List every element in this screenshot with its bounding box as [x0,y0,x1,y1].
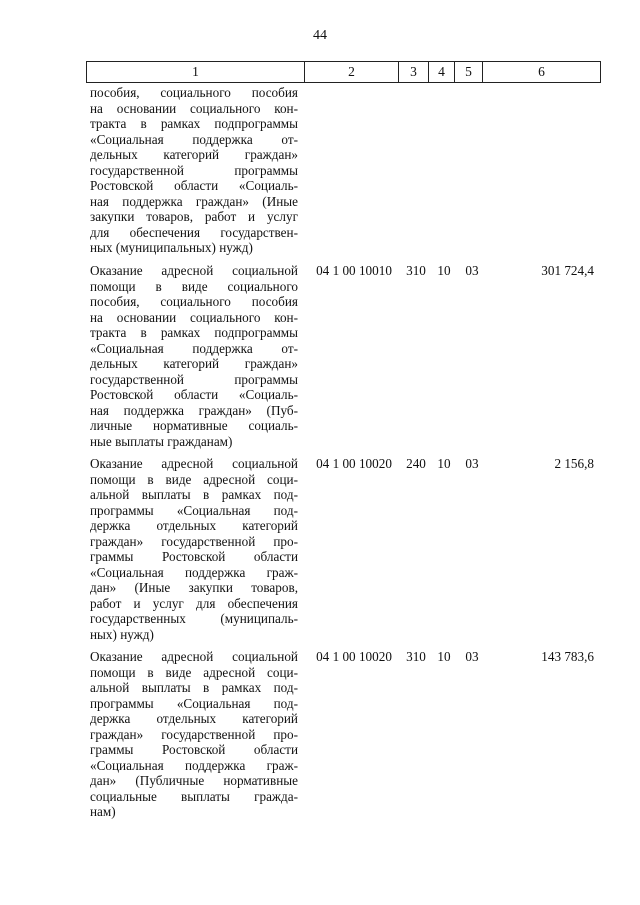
description-line: Ростовской области «Социаль- [90,178,298,193]
description-line: закупки товаров, работ и услуг [90,209,298,224]
cell-subsection: 03 [465,649,479,664]
description-line: на основании социального кон- [90,100,298,116]
column-header-row [86,61,601,83]
column-header-1: 1 [87,62,305,83]
cell-subsection: 03 [465,263,479,278]
cell-subsection: 03 [465,456,479,471]
description-line: граммы Ростовской области [90,549,298,564]
column-header-2: 2 [305,62,399,83]
cell-amount: 301 724,4 [541,263,594,278]
cell-amount: 143 783,6 [541,649,594,664]
description-line: помощи в виде социального [90,278,298,294]
description-line: социальные выплаты гражда- [90,788,298,804]
description-line: тракта в рамках подпрограммы [90,116,298,131]
description-line: граммы Ростовской области [90,742,298,757]
description-line: государственной программы [90,162,298,178]
description-line: работ и услуг для обеспечения [90,595,298,611]
description-line: государственной программы [90,371,298,387]
description-line: граждан» государственной про- [90,533,298,549]
description-line: дельных категорий граждан» [90,147,298,162]
description-line: альной выплаты в рамках под- [90,680,298,695]
description-line: тракта в рамках подпрограммы [90,325,298,340]
description-line: ных) нужд) [90,626,154,642]
row-description [90,649,298,820]
description-line: ная поддержка граждан» (Пуб- [90,402,298,418]
description-line: держка отдельных категорий [90,518,298,533]
description-line: дан» (Иные закупки товаров, [90,580,298,595]
description-line: государственных (муниципаль- [90,611,298,626]
description-line: личные нормативные социаль- [90,418,298,433]
description-line: граждан» государственной про- [90,726,298,742]
description-line: помощи в виде адресной соци- [90,664,298,680]
cell-expense-type: 240 [406,456,426,471]
description-line: программы «Социальная под- [90,502,298,518]
description-line: пособия, социального пособия [90,294,298,309]
cell-target-code: 04 1 00 10010 [316,263,392,278]
description-line: Оказание адресной социальной [90,263,298,278]
description-line: ная поддержка граждан» (Иные [90,193,298,209]
description-line: Оказание адресной социальной [90,649,298,664]
description-line: программы «Социальная под- [90,695,298,711]
description-line: Оказание адресной социальной [90,456,298,471]
cell-section: 10 [437,263,451,278]
description-line: «Социальная поддержка от- [90,340,298,356]
cell-expense-type: 310 [406,263,426,278]
description-line: Ростовской области «Социаль- [90,387,298,402]
column-header-4: 4 [429,62,455,83]
description-line: дельных категорий граждан» [90,356,298,371]
cell-target-code: 04 1 00 10020 [316,456,392,471]
description-line: на основании социального кон- [90,309,298,325]
description-line: держка отдельных категорий [90,711,298,726]
description-line: ные выплаты гражданам) [90,433,233,449]
column-header-6: 6 [483,62,601,83]
description-line: нам) [90,804,116,819]
description-line: «Социальная поддержка граж- [90,564,298,580]
description-line: «Социальная поддержка от- [90,131,298,147]
description-line: пособия, социального пособия [90,85,298,100]
page-number: 44 [313,28,327,43]
description-line: дан» (Публичные нормативные [90,773,298,788]
cell-expense-type: 310 [406,649,426,664]
description-line: помощи в виде адресной соци- [90,471,298,487]
description-line: «Социальная поддержка граж- [90,757,298,773]
cell-target-code: 04 1 00 10020 [316,649,392,664]
column-header-5: 5 [455,62,483,83]
description-line: для обеспечения государствен- [90,224,298,240]
description-line: альной выплаты в рамках под- [90,487,298,502]
column-header-3: 3 [399,62,429,83]
cell-amount: 2 156,8 [554,456,594,471]
cell-section: 10 [437,456,451,471]
description-line: ных (муниципальных) нужд) [90,240,253,255]
row-description [90,85,298,256]
row-description [90,263,298,449]
cell-section: 10 [437,649,451,664]
row-description [90,456,298,642]
